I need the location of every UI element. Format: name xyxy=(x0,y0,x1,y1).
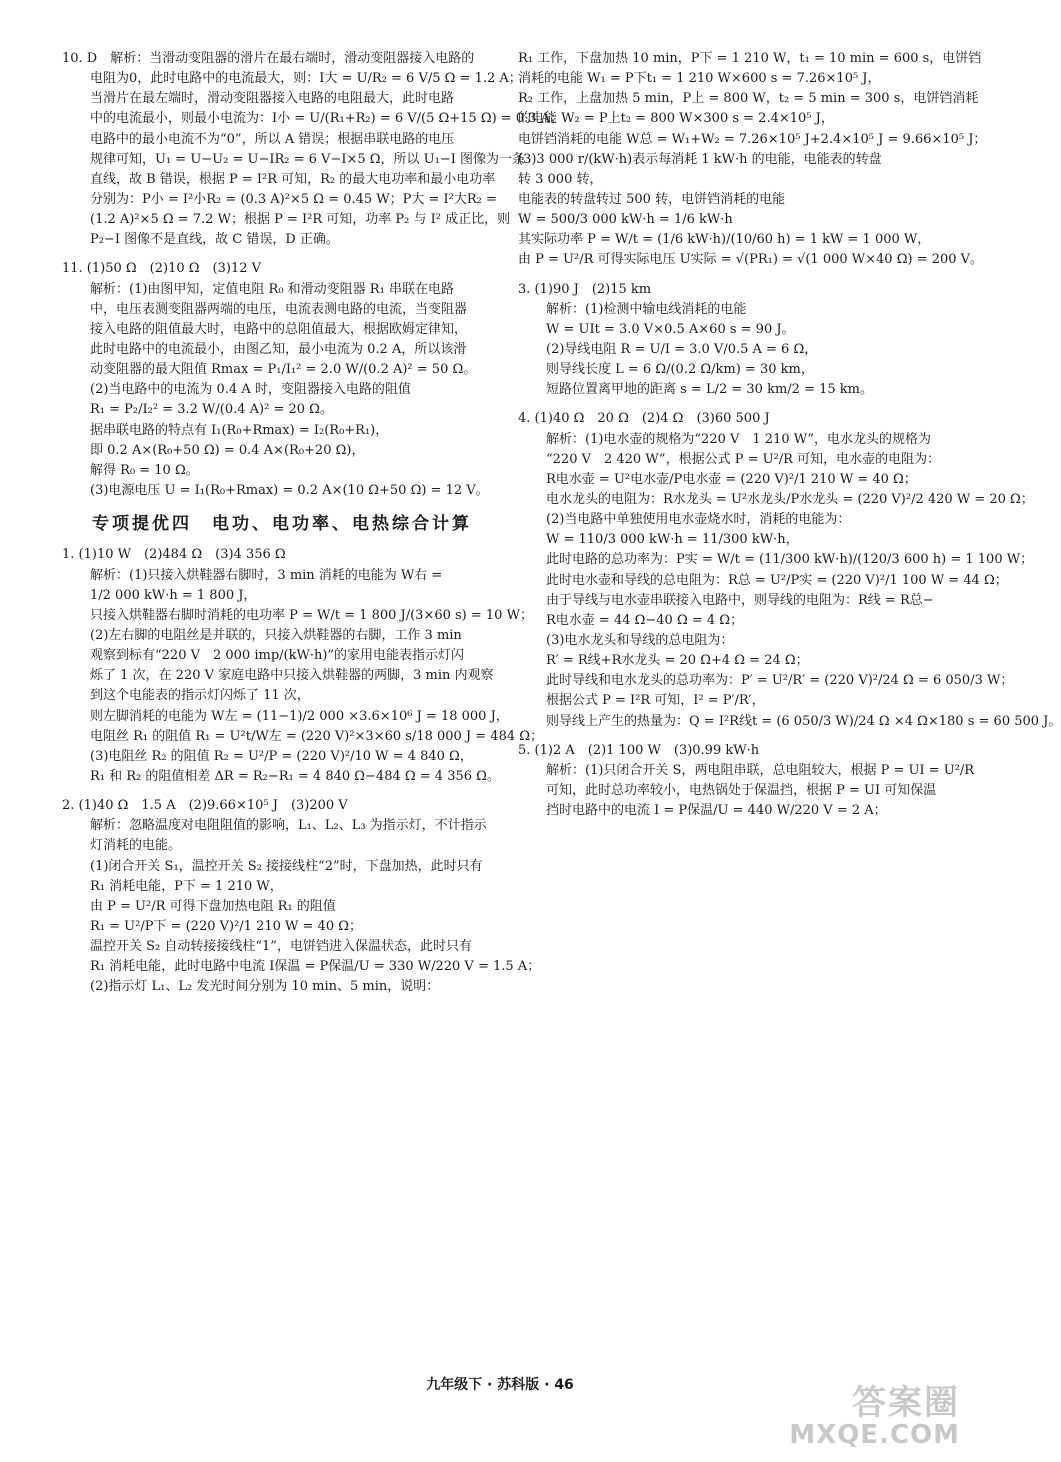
text-line: 消耗的电能 W₁ = P下t₁ = 1 210 W×600 s = 7.26×10⁵ J， xyxy=(518,71,881,87)
text-line: 此时电水壶和导线的总电阻为：R总 = U²/P实 = (220 V)²/1 100 W = 44 Ω； xyxy=(546,572,1008,588)
text-line: 2. (1)40 Ω 1.5 A (2)9.66×10⁵ J (3)200 V xyxy=(62,798,348,814)
text-line: (3)电源电压 U = I₁(R₀+Rmax) = 0.2 A×(10 Ω+50 Ω) = 12 V。 xyxy=(90,482,489,498)
text-line: 此时导线和电水龙头的总功率为：P′ = U²/R′ = (220 V)²/24 Ω = 6 050/3 W； xyxy=(546,673,1014,689)
text-line: 动变阻器的最大阻值 Rmax = P₁/I₁² = 2.0 W/(0.2 A)² = 50 Ω。 xyxy=(90,362,477,378)
text-line: 电水龙头的电阻为：R水龙头 = U²水龙头/P水龙头 = (220 V)²/2 420 W = 20 Ω； xyxy=(546,491,1034,507)
text-line: 短路位置离甲地的距离 s = L/2 = 30 km/2 = 15 km。 xyxy=(546,382,873,398)
text-line: 3. (1)90 J (2)15 km xyxy=(518,281,652,297)
text-line: 其实际功率 P = W/t = (1/6 kW·h)/(10/60 h) = 1 kW = 1 000 W， xyxy=(518,232,931,248)
text-line: 电饼铛消耗的电能 W总 = W₁+W₂ = 7.26×10⁵ J+2.4×10⁵ J = 9.66×10⁵ J； xyxy=(518,131,987,147)
text-line: 解析：(1)电水壶的规格为“220 V 1 210 W”，电水龙头的规格为 xyxy=(546,431,931,447)
text-line: 解析：(1)由图甲知，定值电阻 R₀ 和滑动变阻器 R₁ 串联在电路 xyxy=(90,281,454,297)
text-line: 电阻丝 R₁ 的阻值 R₁ = U²t/W左 = (220 V)²×3×60 s/18 000 J = 484 Ω； xyxy=(90,728,544,744)
text-line: 11. (1)50 Ω (2)10 Ω (3)12 V xyxy=(62,261,262,277)
text-line: 可知，此时总功率较小，电热锅处于保温挡，根据 P = UI 可知保温 xyxy=(546,782,937,798)
text-line: 直线，故 B 错误，根据 P = I²R 可知，R₂ 的最大电功率和最小电功率 xyxy=(90,171,496,187)
text-line: (2)左右脚的电阻丝是并联的，只接入烘鞋器的右脚，工作 3 min xyxy=(90,628,462,643)
text-line: 的电能 W₂ = P上t₂ = 800 W×300 s = 2.4×10⁵ J， xyxy=(518,111,834,127)
text-line: 中，电压表测变阻器两端的电压，电流表测电路的电流，当变阻器 xyxy=(90,301,468,317)
text-line: (2)导线电阻 R = U/I = 3.0 V/0.5 A = 6 Ω， xyxy=(546,341,818,357)
text-line: 电阻为0，此时电路中的电流最大，则：I大 = U/R₂ = 6 V/5 Ω = 1.2 A； xyxy=(90,71,522,87)
text-line: 据串联电路的特点有 I₁(R₀+Rmax) = I₂(R₀+R₁)， xyxy=(90,422,389,438)
text-line: (1)闭合开关 S₁，温控开关 S₂ 接接线柱“2”时，下盘加热，此时只有 xyxy=(90,858,483,874)
text-line: 电路中的最小电流不为“0”，所以 A 错误；根据串联电路的电压 xyxy=(90,131,455,147)
problem-3 xyxy=(518,280,958,401)
text-line: 此时电路的总功率为：P实 = W/t = (11/300 kW·h)/(120/3 600 h) = 1 100 W； xyxy=(546,552,1034,568)
text-line: 则导线上产生的热量为：Q = I²R线t = (6 050/3 W)/24 Ω ×4 Ω×180 s = 60 500 J。 xyxy=(546,713,1061,729)
text-line: 到这个电能表的指示灯闪烁了 11 次， xyxy=(90,688,310,704)
text-line: R₁ 消耗电能，P下 = 1 210 W， xyxy=(90,878,283,894)
text-line: 由 P = U²/R 可得下盘加热电阻 R₁ 的阻值 xyxy=(90,898,336,914)
text-line: R₁ = P₂/I₂² = 3.2 W/(0.4 A)² = 20 Ω。 xyxy=(90,402,333,418)
text-line: 即 0.2 A×(R₀+50 Ω) = 0.4 A×(R₀+20 Ω)， xyxy=(90,442,365,458)
text-line: 解得 R₀ = 10 Ω。 xyxy=(90,462,199,478)
text-line: 只接入烘鞋器右脚时消耗的电功率 P = W/t = 1 800 J/(3×60 s) = 10 W； xyxy=(90,607,533,623)
text-line: R₁ 消耗电能，此时电路中电流 I保温 = P保温/U = 330 W/220 V = 1.5 A； xyxy=(90,959,541,975)
text-line: R₂ 工作，上盘加热 5 min，P上 = 800 W，t₂ = 5 min = 300 s，电饼铛消耗 xyxy=(518,91,979,107)
text-line: R′ = R线+R水龙头 = 20 Ω+4 Ω = 24 Ω； xyxy=(546,653,809,669)
text-line: 灯消耗的电能。 xyxy=(90,838,182,854)
text-line: 则左脚消耗的电能为 W左 = (11−1)/2 000 ×3.6×10⁶ J = 18 000 J， xyxy=(90,708,509,724)
text-line: 中的电流最小，则最小电流为：I小 = U/(R₁+R₂) = 6 V/(5 Ω+15 Ω) = 0.3 A； xyxy=(90,111,564,127)
text-line: (2)指示灯 L₁、L₂ 发光时间分别为 10 min、5 min，说明： xyxy=(90,979,440,995)
text-line: W = UIt = 3.0 V×0.5 A×60 s = 90 J。 xyxy=(546,321,795,337)
text-line: 此时电路中的电流最小，由图乙知，最小电流为 0.2 A，所以该滑 xyxy=(90,341,467,357)
text-line: 根据公式 P = I²R 可知，I² = P′/R′， xyxy=(546,693,765,709)
text-line: 分别为：P小 = I²小R₂ = (0.3 A)²×5 Ω = 0.45 W；P大 = I²大R₂ = xyxy=(90,191,497,207)
text-line: 规律可知，U₁ = U−U₂ = U−IR₂ = 6 V−I×5 Ω，所以 U₁−I 图像为一条 xyxy=(90,151,525,167)
text-line: R₁ = U²/P下 = (220 V)²/1 210 W = 40 Ω； xyxy=(90,918,362,934)
text-line: 观察到标有“220 V 2 000 imp/(kW·h)”的家用电能表指示灯闪 xyxy=(90,648,465,664)
text-line: 转 3 000 转， xyxy=(518,171,603,187)
text-line: (2)当电路中的电流为 0.4 A 时，变阻器接入电路的阻值 xyxy=(90,382,411,398)
question-11 xyxy=(62,259,502,501)
problem-2 xyxy=(62,796,541,997)
text-line: 解析：忽略温度对电阻阻值的影响，L₁、L₂、L₃ 为指示灯，不计指示 xyxy=(90,818,487,834)
text-line: R电水壶 = U²电水壶/P电水壶 = (220 V)²/1 210 W = 40 Ω； xyxy=(546,471,917,487)
text-line: 电能表的转盘转过 500 转，电饼铛消耗的电能 xyxy=(518,191,786,207)
text-line: 1. (1)10 W (2)484 Ω (3)4 356 Ω xyxy=(62,547,286,563)
text-line: W = 110/3 000 kW·h = 11/300 kW·h， xyxy=(546,532,799,548)
text-line: 烁了 1 次，在 220 V 家庭电路中只接入烘鞋器的两脚，3 min 内观察 xyxy=(90,668,494,684)
text-line: 温控开关 S₂ 自动转接接线柱“1”，电饼铛进入保温状态，此时只有 xyxy=(90,939,472,955)
right-column xyxy=(518,46,1061,821)
text-line: 5. (1)2 A (2)1 100 W (3)0.99 kW·h xyxy=(518,742,760,758)
text-line: 由于导线与电水壶串联接入电路中，则导线的电阻为：R线 = R总− xyxy=(546,592,934,608)
text-line: R电水壶 = 44 Ω−40 Ω = 4 Ω； xyxy=(546,612,744,628)
watermark-url: MXQE.COM xyxy=(789,1420,960,1450)
text-line: 由 P = U²/R 可得实际电压 U实际 = √(PR₁) = √(1 000 W×40 Ω) = 200 V。 xyxy=(518,252,984,268)
text-line: 解析：(1)只接入烘鞋器右脚时，3 min 消耗的电能为 W右 = xyxy=(90,567,443,583)
text-line: 解析：(1)只闭合开关 S，两电阻串联，总电阻较大，根据 P = UI = U²/R xyxy=(546,762,975,778)
text-line: 解析：(1)检测中输电线消耗的电能 xyxy=(546,301,747,317)
problem-4 xyxy=(518,409,1061,731)
text-line: R₁ 和 R₂ 的阻值相差 ΔR = R₂−R₁ = 4 840 Ω−484 Ω = 4 356 Ω。 xyxy=(90,768,500,784)
text-line: (3)电阻丝 R₂ 的阻值 R₂ = U²/P = (220 V)²/10 W = 4 840 Ω， xyxy=(90,748,473,764)
text-line: P₂−I 图像不是直线，故 C 错误，D 正确。 xyxy=(90,232,339,248)
text-line: R₁ 工作，下盘加热 10 min，P下 = 1 210 W，t₁ = 10 min = 600 s，电饼铛 xyxy=(518,51,982,66)
text-line: 接入电路的阻值最大时，电路中的总阻值最大，根据欧姆定律知， xyxy=(90,321,468,337)
text-line: (1.2 A)²×5 Ω = 7.2 W；根据 P = I²R 可知，功率 P₂ 与 I² 成正比，则 xyxy=(90,212,511,228)
text-line: 10. D 解析：当滑动变阻器的滑片在最右端时，滑动变阻器接入电路的 xyxy=(62,51,475,66)
problem-2-continued xyxy=(518,49,987,271)
text-line: 4. (1)40 Ω 20 Ω (2)4 Ω (3)60 500 J xyxy=(518,411,770,427)
section-title: 专项提优四 电功、电功率、电热综合计算 xyxy=(92,514,472,535)
watermark-logo xyxy=(760,1385,960,1451)
page-footer: 九年级下 · 苏科版 · 46 xyxy=(426,1377,574,1393)
text-line: 当滑片在最左端时，滑动变阻器接入电路的电阻最大，此时电路 xyxy=(90,91,455,107)
text-line: (3)3 000 r/(kW·h)表示每消耗 1 kW·h 的电能，电能表的转盘 xyxy=(518,151,882,167)
text-line: (2)当电路中单独使用电水壶烧水时，消耗的电能为： xyxy=(546,512,851,528)
text-line: (3)电水龙头和导线的总电阻为： xyxy=(546,632,734,648)
problem-1 xyxy=(62,545,544,787)
text-line: 挡时电路中的电流 I = P保温/U = 440 W/220 V = 2 A； xyxy=(546,803,887,819)
text-line: W = 500/3 000 kW·h = 1/6 kW·h xyxy=(518,212,733,228)
text-line: 1/2 000 kW·h = 1 800 J， xyxy=(90,587,257,603)
text-line: 则导线长度 L = 6 Ω/(0.2 Ω/km) = 30 km， xyxy=(546,362,814,378)
text-line: “220 V 2 420 W”，根据公式 P = U²/R 可知，电水壶的电阻为： xyxy=(546,451,941,467)
problem-5 xyxy=(518,741,975,822)
watermark-text: 答案圈 xyxy=(852,1383,960,1423)
